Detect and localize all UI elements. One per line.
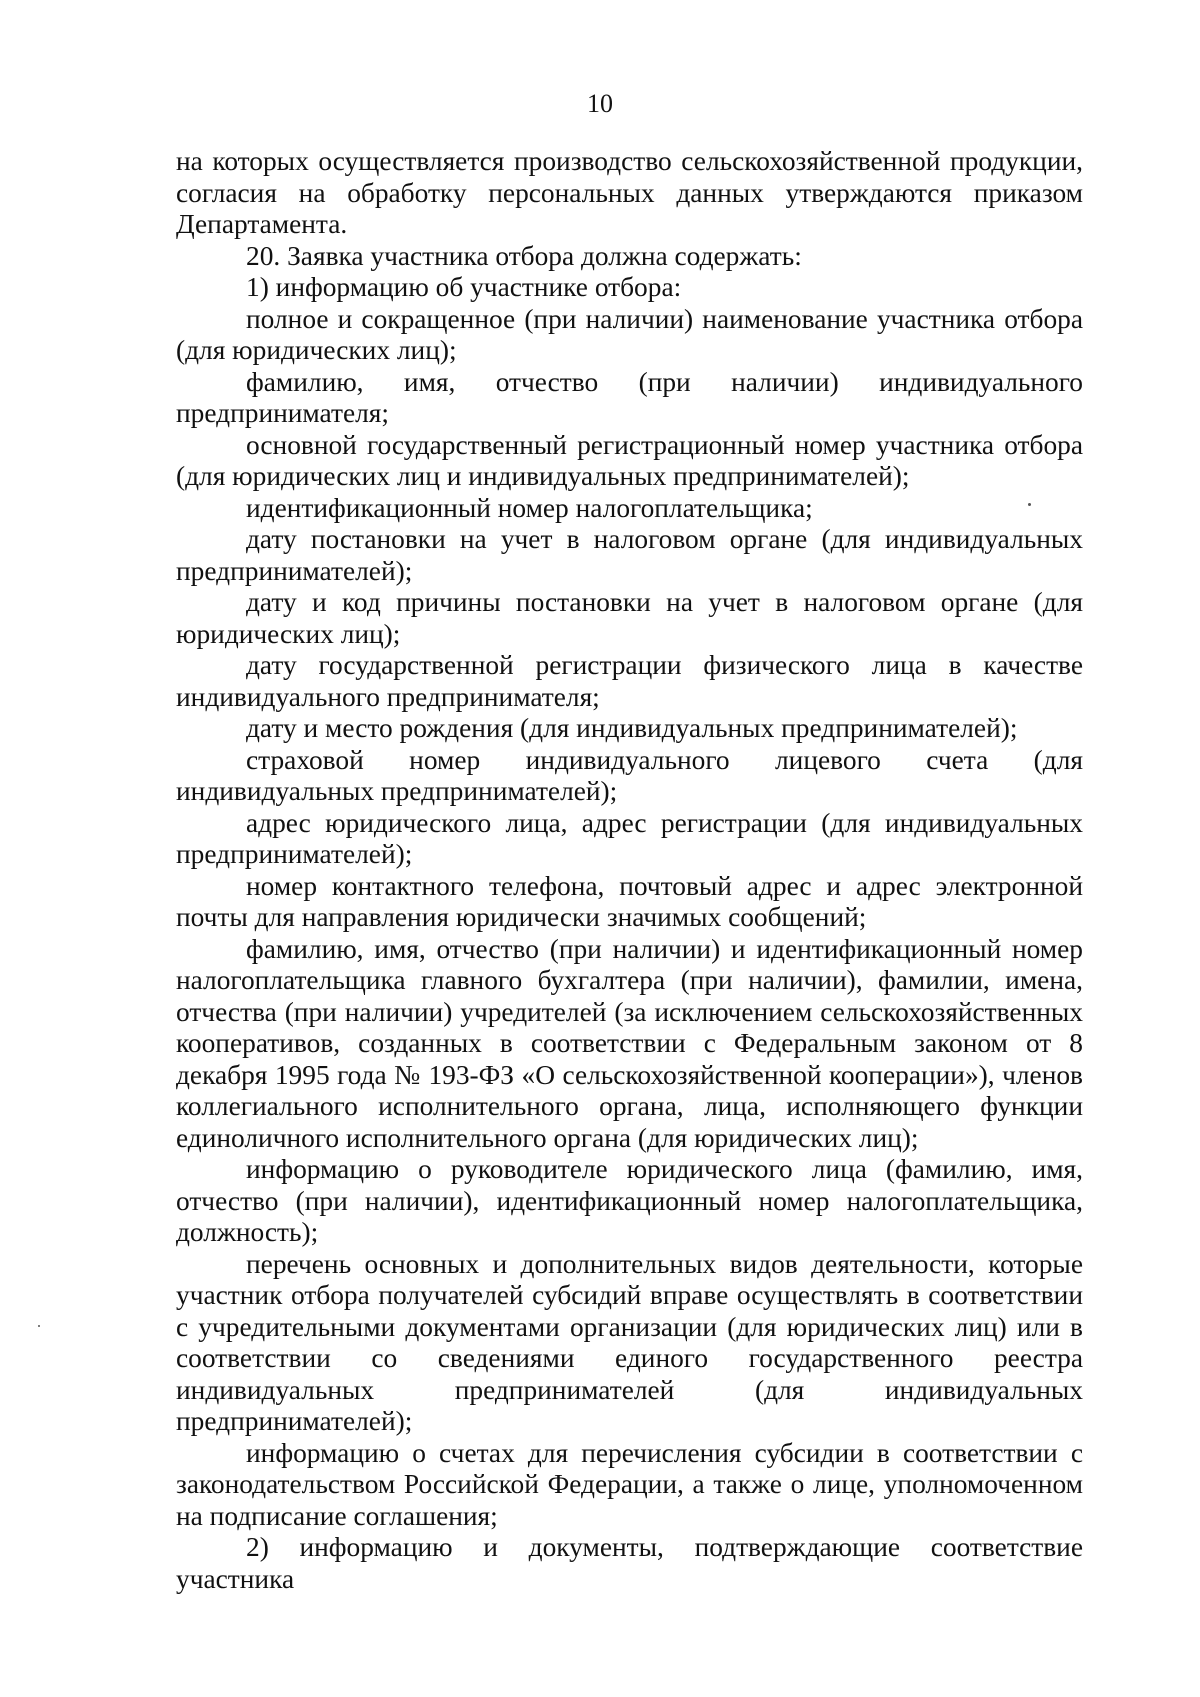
paragraph: номер контактного телефона, почтовый адрес и адрес электронной почты для направления юридически значимых сообщений; (176, 870, 1083, 932)
paragraph: страховой номер индивидуального лицевого счета (для индивидуальных предпринимателей); (176, 744, 1083, 806)
paragraph: информацию о счетах для перечисления субсидии в соответствии с законодательством Российской Федерации, а также о лице, уполномоченном на подписание соглашения; (176, 1437, 1083, 1531)
paragraph: 20. Заявка участника отбора должна содержать: (246, 240, 802, 271)
paragraph: основной государственный регистрационный номер участника отбора (для юридических лиц и индивидуальных предпринимателей); (176, 429, 1083, 491)
paragraph: перечень основных и дополнительных видов деятельности, которые участник отбора получателей субсидий вправе осуществлять в соответствии с учредительными документами организации (для юридических лиц) или в соответствии со сведениями единого государственного реестра индивидуальных предпринимателей (для индивидуальных предпринимателей); (176, 1248, 1083, 1436)
paragraph: дату и код причины постановки на учет в налоговом органе (для юридических лиц); (176, 587, 1083, 649)
paragraph: информацию о руководителе юридического лица (фамилию, имя, отчество (при наличии), идентификационный номер налогоплательщика, должность); (176, 1154, 1083, 1247)
paragraph: фамилию, имя, отчество (при наличии) и идентификационный номер налогоплательщика главного бухгалтера (при наличии), фамилии, имена, отчества (при наличии) учредителей (за исключением сельскохозяйственных кооперативов, созданных в соответствии с Федеральным законом от 8 декабря 1995 года № 193-ФЗ «О сельскохозяйственной кооперации»), членов коллегиального исполнительного органа, лица, исполняющего функции единоличного исполнительного органа (для юридических лиц); (176, 933, 1083, 1153)
paragraph: дату постановки на учет в налоговом органе (для индивидуальных предпринимателей); (176, 524, 1083, 586)
paragraph: на которых осуществляется производство сельскохозяйственной продукции, согласия на обработку персональных данных утверждаются приказом Департамента. (176, 146, 1083, 239)
paragraph: дату и место рождения (для индивидуальных предпринимателей); (246, 713, 1018, 743)
paragraph: 1) информацию об участнике отбора: (246, 272, 682, 302)
page-number: 10 (587, 89, 613, 118)
paragraph: 2) информацию и документы, подтверждающие соответствие участника (176, 1532, 1083, 1594)
paragraph: полное и сокращенное (при наличии) наименование участника отбора (для юридических лиц); (176, 303, 1083, 365)
paragraph: дату государственной регистрации физического лица в качестве индивидуального предпринимателя; (176, 650, 1083, 712)
paragraph: идентификационный номер налогоплательщика; (246, 492, 813, 523)
scan-speck (1028, 503, 1031, 506)
paragraph: адрес юридического лица, адрес регистрации (для индивидуальных предпринимателей); (176, 807, 1083, 869)
scan-speck (38, 1325, 40, 1327)
document-body (176, 146, 1083, 1595)
paragraph: фамилию, имя, отчество (при наличии) индивидуального предпринимателя; (176, 366, 1083, 428)
